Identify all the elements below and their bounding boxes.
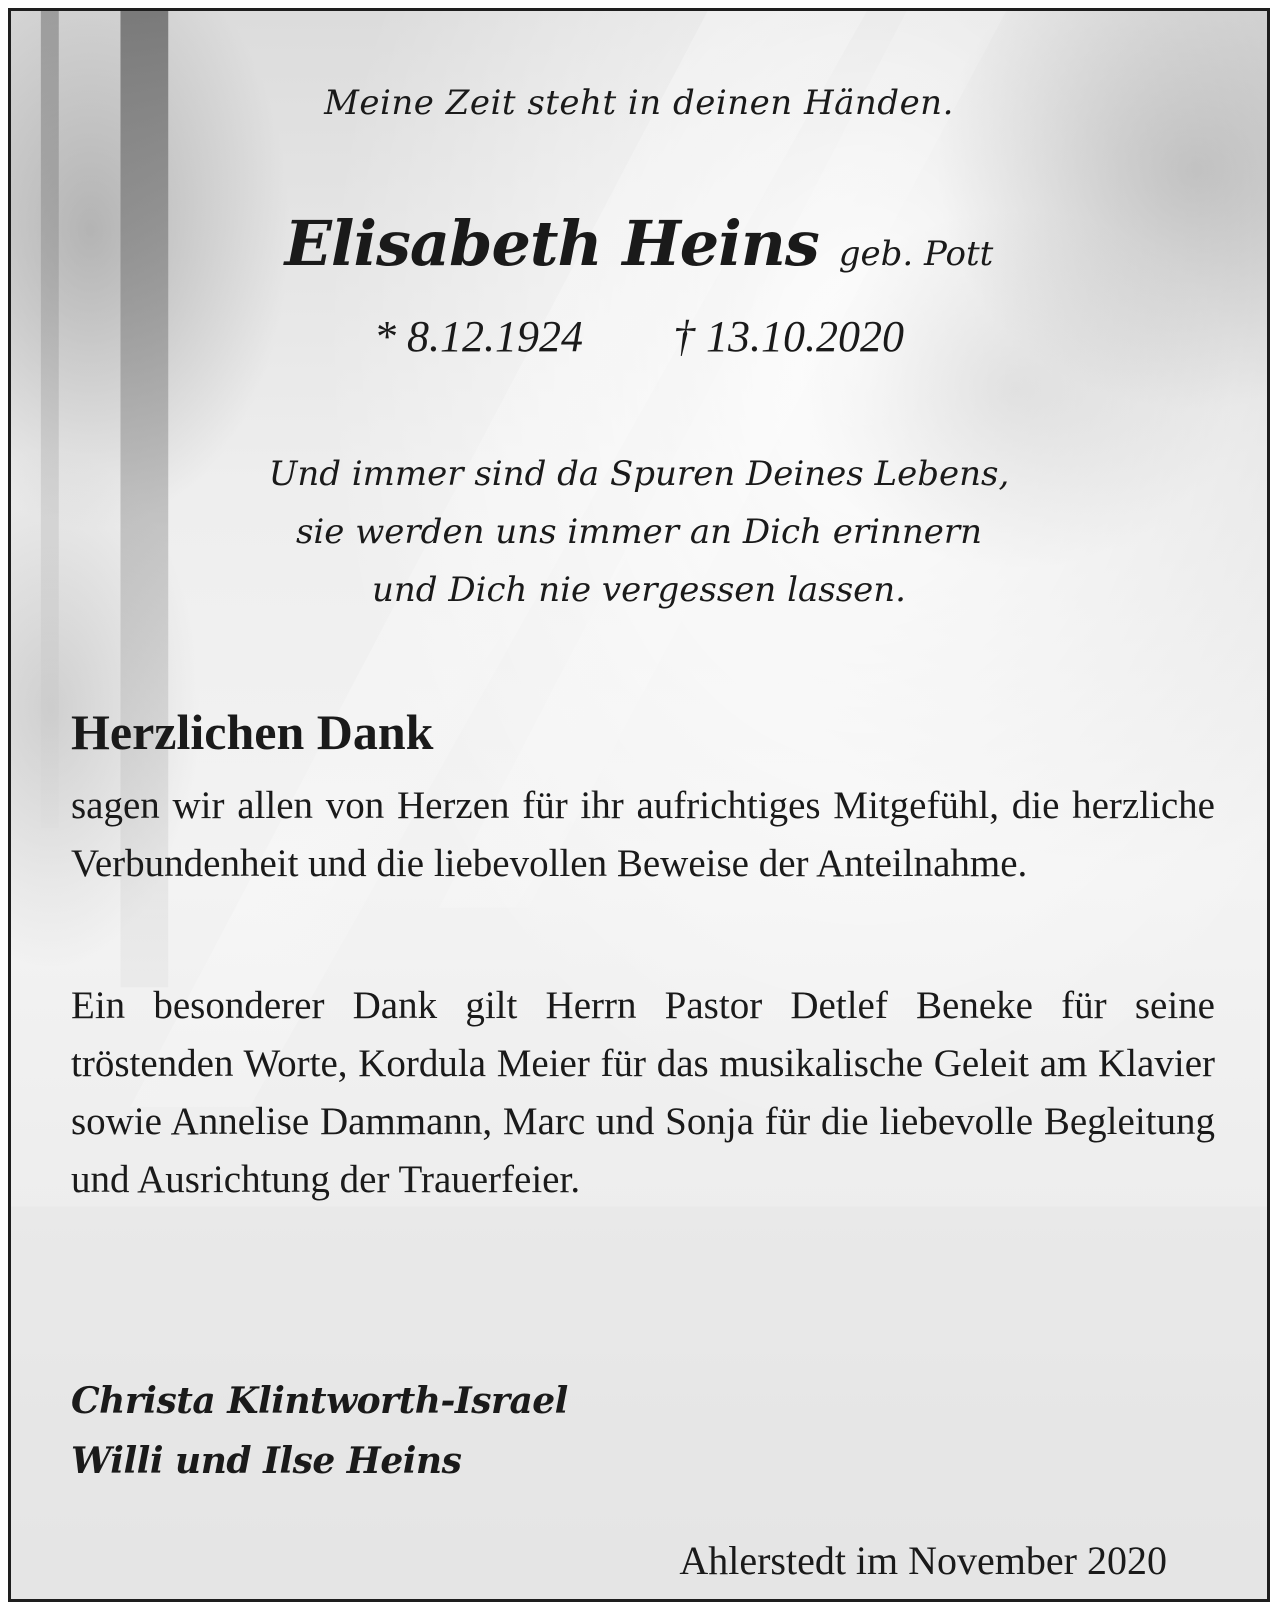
verse-line: und Dich nie vergessen lassen. — [371, 570, 906, 610]
verse-line: Und immer sind da Spuren Deines Lebens, — [268, 454, 1010, 494]
signer: Christa Klintworth-Israel — [71, 1380, 568, 1422]
birth-date: * 8.12.1924 — [374, 312, 583, 361]
name-line — [11, 207, 1267, 280]
life-dates — [11, 311, 1267, 362]
thanks-paragraph-1: sagen wir allen von Herzen für ihr aufrichtiges Mitgefühl, die herzliche Verbundenheit und die liebevollen Beweise der Anteilnahme. — [71, 784, 1215, 885]
motto: Meine Zeit steht in deinen Händen. — [324, 83, 954, 123]
obituary-content — [11, 11, 1267, 1599]
signers — [71, 1371, 568, 1491]
signer: Willi und Ilse Heins — [71, 1440, 462, 1482]
verse-line: sie werden uns immer an Dich erinnern — [295, 512, 983, 552]
thanks-paragraph-2: Ein besonderer Dank gilt Herrn Pastor Detlef Beneke für seine tröstenden Worte, Kordula Meier für das musikalische Geleit am Klavier sowie Annelise Dammann, Marc und Sonja für die liebevolle Begleitung und Ausrichtung der Trauerfeier. — [71, 984, 1215, 1201]
deceased-name: Elisabeth Heins — [284, 207, 819, 280]
obituary-card — [8, 8, 1270, 1602]
thanks-heading: Herzlichen Dank — [71, 704, 434, 760]
place-date: Ahlerstedt im November 2020 — [679, 1538, 1167, 1583]
maiden-name: geb. Pott — [838, 234, 994, 274]
death-date: † 13.10.2020 — [673, 312, 904, 361]
verse — [11, 445, 1267, 619]
